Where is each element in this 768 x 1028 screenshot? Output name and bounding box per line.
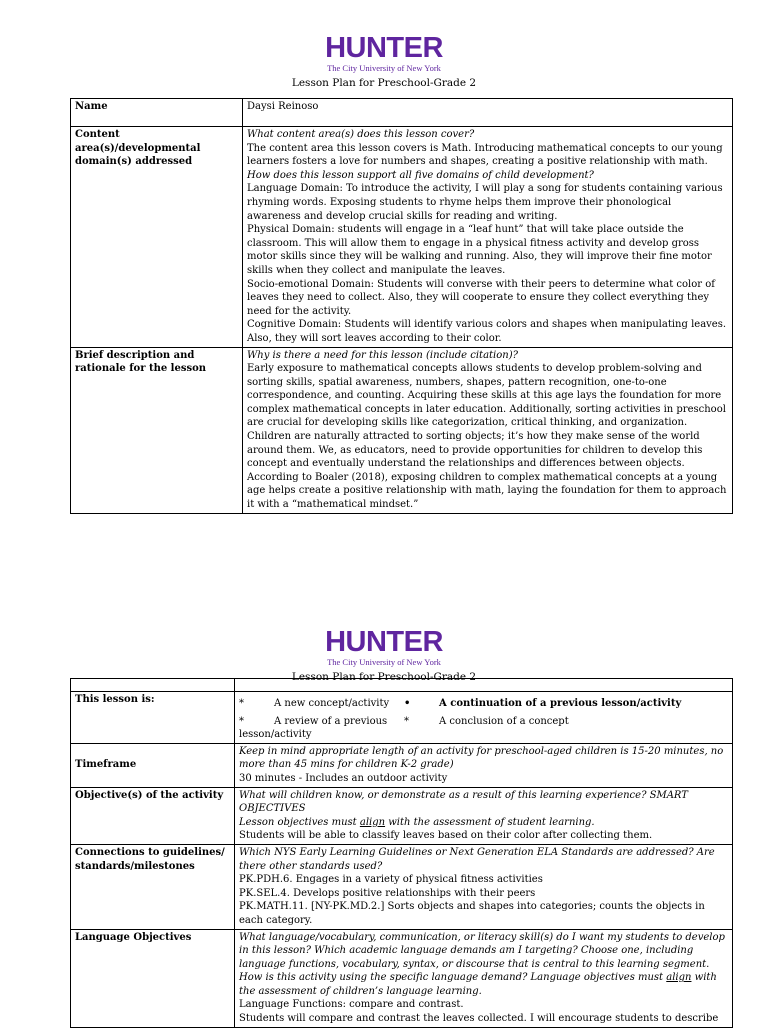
standard-2: PK.SEL.4. Develops positive relationships with their peers (239, 887, 536, 899)
prompt-underlined: align (359, 816, 386, 828)
table-row (71, 692, 733, 744)
option-new-concept: A new concept/activity (274, 698, 390, 709)
hunter-logo (0, 628, 768, 667)
table-row (71, 787, 733, 844)
language-objectives-cell (235, 929, 733, 1027)
objectives-value: Students will be able to classify leaves based on their color after collecting them. (239, 830, 653, 842)
socio-emotional-domain-text: Socio-emotional Domain: Students will converse with their peers to determine what color of leaves they need to collect. Also, they will cooperate to ensure they collect everything they need for the activity. (247, 278, 715, 317)
content-prompt-1: What content area(s) does this lesson cover? (247, 129, 475, 140)
rationale-prompt: Why is there a need for this lesson (include citation)? (247, 349, 518, 361)
content-prompt-2: How does this lesson support all five domains of child development? (247, 169, 594, 181)
timeframe-prompt: Keep in mind appropriate length of an activity for preschool-aged children is 15-20 minutes, no more than 45 mins for children K-2 grade) (239, 745, 724, 771)
logo-subtitle: The City University of New York (327, 63, 441, 73)
language-objectives-prompt (239, 931, 728, 999)
language-objectives-text: Students will compare and contrast the leaves collected. I will encourage students to describe (239, 1013, 719, 1025)
logo-wordmark: HUNTER (325, 32, 443, 64)
content-area-cell (243, 127, 733, 348)
page1-header (0, 34, 768, 89)
table-row (71, 844, 733, 929)
connections-label: Connections to guidelines/ standards/milestones (71, 844, 235, 929)
objectives-prompt-2 (239, 816, 728, 830)
name-label: Name (71, 99, 243, 127)
bullet-icon: * (239, 698, 244, 709)
doc-title: Lesson Plan for Preschool-Grade 2 (291, 76, 477, 89)
prompt-text: Lesson objectives must (239, 816, 360, 828)
prompt-underlined: align (666, 972, 692, 984)
logo-subtitle: The City University of New York (327, 657, 441, 667)
table-row (71, 127, 733, 348)
timeframe-label: Timeframe (71, 743, 235, 787)
bullet-icon: • (404, 698, 411, 709)
doc-title: Lesson Plan for Preschool-Grade 2 (291, 670, 477, 683)
physical-domain-text: Physical Domain: students will engage in a “leaf hunt” that will take place outside the classroom. This will allow them to engage in a physical fitness activity and develop gross motor skills since they will be walking and running. Also, they will improve their fine motor skills when they collect and manipulate the leaves. (247, 224, 712, 276)
option-continuation: A continuation of a previous lesson/activity (439, 698, 682, 709)
page2-header (0, 628, 768, 683)
option-conclusion: A conclusion of a concept (439, 715, 569, 727)
table-row (71, 347, 733, 513)
rationale-text: Early exposure to mathematical concepts allows students to develop problem-solving and sorting skills, spatial awareness, numbers, shapes, pattern recognition, one-to-one correspondence, and counting. Acquiring these skills at this age lays the foundation for more complex mathematical concepts in later education. Additionally, sorting activities in preschool are crucial for developing skills like categorization, critical thinking, and organization. Children are naturally attracted to sorting objects; it’s how they make sense of the world around them. We, as educators, need to provide opportunities for children to develop this concept and eventually understand the relationships and differences between objects. According to Boaler (2018), exposing children to complex mathematical concepts at a young age helps create a positive relationship with math, laying the foundation for them to approach it with a “mathematical mindset.” (247, 363, 727, 511)
table-row (71, 743, 733, 787)
cognitive-domain-text: Cognitive Domain: Students will identify various colors and shapes when manipulating leaves. Also, they will sort leaves according to their color. (247, 319, 727, 344)
rationale-label: Brief description and rationale for the lesson (71, 347, 243, 513)
connections-cell (235, 844, 733, 929)
table-row (71, 679, 733, 692)
objectives-prompt-1: What will children know, or demonstrate as a result of this learning experience? SMART OBJECTIVES (239, 789, 688, 815)
connections-prompt: Which NYS Early Learning Guidelines or Next Generation ELA Standards are addressed? Are there other standards used? (239, 846, 715, 872)
table-row (71, 929, 733, 1027)
prompt-text: with the assessment of children’s language learning. (239, 972, 717, 997)
language-functions: Language Functions: compare and contrast. (239, 999, 464, 1011)
objectives-label: Objective(s) of the activity (71, 787, 235, 844)
language-objectives-label: Language Objectives (71, 929, 235, 1027)
bullet-icon: * (404, 715, 409, 727)
prompt-text: What language/vocabulary, communication, or literacy skill(s) do I want my students to develop in this lesson? Which academic language demands am I targeting? Choose one, including language functions, vocabulary, syntax, or discourse that is central to this learning segment. How is this activity using the specific language demand? Language objectives must (239, 931, 725, 984)
prompt-text: with the assessment of student learning. (385, 816, 595, 828)
language-domain-text: Language Domain: To introduce the activity, I will play a song for students containing various rhyming words. Exposing students to rhyme helps them improve their phonological awareness and develop crucial skills for reading and writing. (247, 183, 723, 222)
lesson-plan-table-2 (70, 678, 733, 1028)
option-review-continued: lesson/activity (239, 729, 312, 741)
lesson-type-options (239, 697, 728, 728)
logo-wordmark: HUNTER (325, 626, 443, 658)
name-value: Daysi Reinoso (243, 99, 733, 127)
empty-cell (71, 679, 235, 692)
timeframe-value: 30 minutes - Includes an outdoor activity (239, 772, 448, 784)
hunter-logo (0, 34, 768, 73)
timeframe-cell (235, 743, 733, 787)
content-answer-1: The content area this lesson covers is Math. Introducing mathematical concepts to our young learners fosters a love for numbers and shapes, creating a positive relationship with math. (247, 142, 723, 168)
table-row (71, 99, 733, 127)
standard-3: PK.MATH.11. [NY-PK.MD.2.] Sorts objects and shapes into categories; counts the objects in each category. (239, 901, 705, 926)
lesson-is-cell (235, 692, 733, 744)
objectives-cell (235, 787, 733, 844)
content-area-label: Content area(s)/developmental domain(s) addressed (71, 127, 243, 348)
rationale-cell (243, 347, 733, 513)
option-review: A review of a previous (274, 715, 388, 727)
bullet-icon: * (239, 715, 244, 727)
empty-cell (235, 679, 733, 692)
standard-1: PK.PDH.6. Engages in a variety of physical fitness activities (239, 874, 543, 886)
lesson-plan-table-1 (70, 98, 733, 514)
lesson-is-label: This lesson is: (71, 692, 235, 744)
